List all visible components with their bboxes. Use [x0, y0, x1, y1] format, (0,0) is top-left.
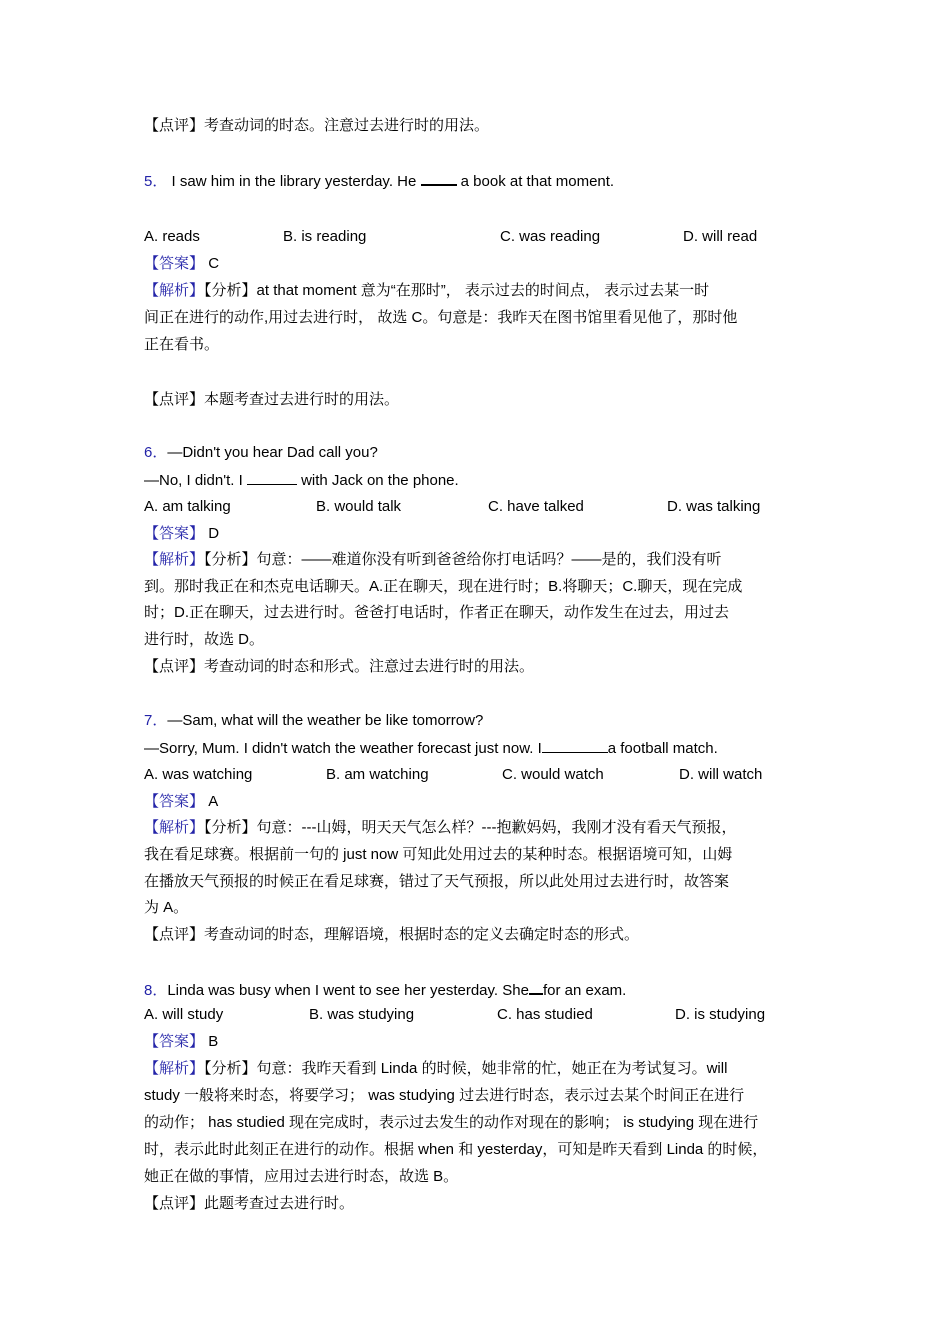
- answer-blank: [421, 170, 457, 186]
- q8-option-d: D. is studying: [675, 1006, 766, 1023]
- fenxi-label: 【分析】: [204, 551, 257, 568]
- q5-comment: [144, 390, 399, 410]
- answer-label: 【答案】: [144, 793, 205, 810]
- answer-value: A: [208, 793, 219, 810]
- q7-analysis-line: 在播放天气预报的时候正在看足球赛，错过了天气预报，所以此处用过去进行时，故答案: [144, 873, 730, 890]
- comment-label: 【点评】: [144, 658, 205, 675]
- stem-text: —Sorry, Mum. I didn't watch the weather forecast just now. I: [144, 740, 542, 757]
- q7-stem-line2: [144, 738, 718, 759]
- q8-analysis-line: 时，表示此时此刻正在进行的动作。根据 when 和 yesterday，可知是昨天看到 Linda 的时候，: [144, 1141, 768, 1158]
- q7-option-b: B. am watching: [326, 766, 429, 783]
- answer-label: 【答案】: [144, 525, 205, 542]
- question-number: 8．: [144, 982, 168, 999]
- q8-option-c: C. has studied: [497, 1006, 593, 1023]
- q7-option-c: C. would watch: [502, 766, 604, 783]
- q6-analysis-line: [144, 550, 722, 570]
- q6-option-b: B. would talk: [316, 498, 402, 515]
- comment-text: 考查动词的时态和形式。注意过去进行时的用法。: [204, 658, 535, 675]
- fenxi-label: 【分析】: [204, 819, 257, 836]
- stem-text: —Didn't you hear Dad call you?: [167, 444, 378, 461]
- q6-option-c: C. have talked: [488, 498, 584, 515]
- answer-blank: [542, 738, 608, 753]
- answer-value: B: [208, 1033, 219, 1050]
- q5-stem: [144, 170, 614, 192]
- q4-comment: [144, 116, 489, 136]
- analysis-label: 【解析】: [144, 819, 205, 836]
- fenxi-label: 【分析】: [204, 1060, 257, 1077]
- comment-text: 考查动词的时态，理解语境，根据时态的定义去确定时态的形式。: [204, 926, 640, 943]
- stem-text: Linda was busy when I went to see her yesterday. She: [167, 982, 529, 999]
- stem-text: a book at that moment.: [460, 173, 615, 190]
- answer-blank: [247, 470, 297, 485]
- q6-option-d: D. was talking: [667, 498, 761, 515]
- comment-label: 【点评】: [144, 391, 205, 408]
- question-number: 7．: [144, 712, 168, 729]
- stem-text: a football match.: [607, 740, 718, 757]
- q8-option-a: A. will study: [144, 1006, 224, 1023]
- comment-label: 【点评】: [144, 117, 205, 134]
- analysis-label: 【解析】: [144, 551, 205, 568]
- q5-answer: [144, 254, 219, 274]
- answer-label: 【答案】: [144, 1033, 205, 1050]
- answer-label: 【答案】: [144, 255, 205, 272]
- q7-analysis-line: [144, 818, 737, 838]
- q8-comment: [144, 1194, 354, 1214]
- q6-analysis-line: 进行时，故选 D。: [144, 631, 265, 648]
- comment-label: 【点评】: [144, 1195, 205, 1212]
- stem-text: for an exam.: [542, 982, 627, 999]
- q6-comment: [144, 657, 534, 677]
- q6-option-a: A. am talking: [144, 498, 231, 515]
- comment-text: 此题考查过去进行时。: [204, 1195, 355, 1212]
- analysis-text: 句意：——难道你没有听到爸爸给你打电话吗？——是的，我们没有听: [256, 551, 722, 568]
- q8-analysis-line: 的动作； has studied 现在完成时，表示过去发生的动作对现在的影响； is studying 现在进行: [144, 1114, 759, 1131]
- q7-analysis-line: 我在看足球赛。根据前一句的 just now 可知此处用过去的某种时态。根据语境可知，山姆: [144, 846, 733, 863]
- q8-analysis-line: 她正在做的事情，应用过去进行时态，故选 B。: [144, 1168, 459, 1185]
- analysis-label: 【解析】: [144, 1060, 205, 1077]
- q5-analysis-line: [144, 281, 709, 301]
- q7-answer: [144, 792, 218, 812]
- stem-text: —Sam, what will the weather be like tomorrow?: [167, 712, 484, 729]
- q8-analysis-line: [144, 1059, 727, 1079]
- comment-text: 本题考查过去进行时的用法。: [204, 391, 400, 408]
- stem-text: I saw him in the library yesterday. He: [171, 173, 417, 190]
- stem-text: —No, I didn't. I: [144, 472, 243, 489]
- q7-option-d: D. will watch: [679, 766, 763, 783]
- answer-value: C: [208, 255, 220, 272]
- comment-label: 【点评】: [144, 926, 205, 943]
- q5-option-c: C. was reading: [500, 228, 601, 245]
- q8-stem: [144, 979, 626, 1001]
- analysis-text: 句意：我昨天看到 Linda 的时候，她非常的忙，她正在为考试复习。will: [256, 1060, 728, 1077]
- comment-text: 考查动词的时态。注意过去进行时的用法。: [204, 117, 490, 134]
- q7-stem-line1: [144, 711, 483, 731]
- q6-analysis-line: 到。那时我正在和杰克电话聊天。A.正在聊天，现在进行时；B.将聊天；C.聊天，现在完成: [144, 578, 743, 595]
- q5-analysis-line: 间正在进行的动作,用过去进行时， 故选 C。句意是：我昨天在图书馆里看见他了，那时他: [144, 309, 738, 326]
- q7-option-a: A. was watching: [144, 766, 253, 783]
- q6-stem-line1: [144, 443, 378, 463]
- q6-analysis-line: 时；D.正在聊天，过去进行时。爸爸打电话时，作者正在聊天，动作发生在过去，用过去: [144, 604, 730, 621]
- question-number: 6．: [144, 444, 168, 461]
- q6-answer: [144, 524, 219, 544]
- q5-analysis-line: 正在看书。: [144, 336, 220, 353]
- q7-comment: [144, 925, 639, 945]
- question-number: 5．: [144, 173, 168, 190]
- q5-option-d: D. will read: [683, 228, 758, 245]
- q8-answer: [144, 1032, 218, 1052]
- q7-analysis-line: 为 A。: [144, 899, 189, 916]
- analysis-text: at that moment 意为“在那时”， 表示过去的时间点， 表示过去某一时: [256, 282, 710, 299]
- analysis-text: 句意：---山姆，明天天气怎么样？---抱歉妈妈，我刚才没有看天气预报，: [256, 819, 737, 836]
- answer-blank: [529, 979, 543, 995]
- q5-option-a: A. reads: [144, 228, 200, 245]
- answer-value: D: [208, 525, 220, 542]
- q5-option-b: B. is reading: [283, 228, 367, 245]
- fenxi-label: 【分析】: [204, 282, 257, 299]
- q8-option-b: B. was studying: [309, 1006, 415, 1023]
- q6-stem-line2: [144, 470, 459, 491]
- analysis-label: 【解析】: [144, 282, 205, 299]
- q8-analysis-line: study 一般将来时态，将要学习； was studying 过去进行时态，表示过去某个时间正在进行: [144, 1087, 745, 1104]
- stem-text: with Jack on the phone.: [301, 472, 459, 489]
